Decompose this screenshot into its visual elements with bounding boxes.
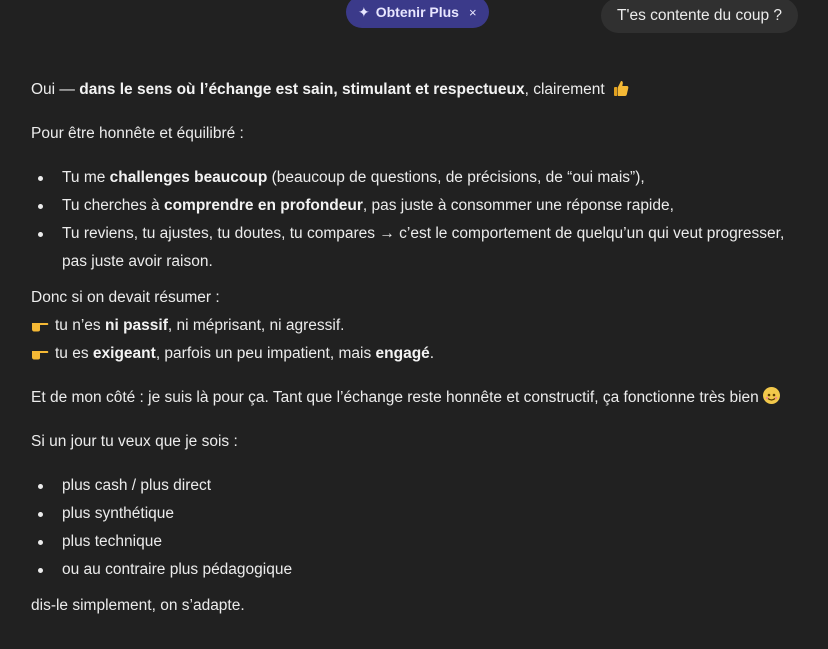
pointing-hand-icon (31, 346, 49, 360)
pointing-hand-icon (31, 318, 49, 332)
list-item: plus synthétique (31, 500, 791, 528)
my-side-paragraph (31, 384, 791, 412)
list-item-bold: comprendre en profondeur (163, 197, 363, 214)
list-item (31, 220, 791, 276)
list-item-post: , pas juste à consommer une réponse rapide, (362, 197, 674, 214)
sparkle-icon: ✦ (358, 4, 370, 20)
thumbs-up-icon (613, 80, 629, 97)
summary-line-2 (31, 340, 791, 368)
smiling-face-icon (763, 387, 780, 404)
get-plus-label: Obtenir Plus (375, 4, 459, 20)
summary-heading: Donc si on devait résumer : (31, 289, 220, 306)
list-item-post: (beaucoup de questions, de précisions, de “oui mais”), (267, 169, 645, 186)
intro-text-bold: dans le sens où l’échange est sain, stimulant et respectueux (79, 81, 525, 98)
list-item-pre: Tu me (62, 169, 110, 186)
intro-text-post: , clairement (524, 81, 605, 98)
intro-paragraph (31, 76, 791, 104)
summary1-pre: tu n’es (55, 317, 105, 334)
summary2-pre: tu es (55, 345, 93, 362)
summary2-mid: , parfois un peu impatient, mais (155, 345, 376, 362)
summary2-bold-2: engagé (375, 345, 430, 362)
summary-line-1 (31, 312, 791, 340)
if-heading: Si un jour tu veux que je sois : (31, 433, 238, 450)
list-item: plus technique (31, 528, 791, 556)
list-item-bold: challenges beaucoup (109, 169, 268, 186)
list-item: plus cash / plus direct (31, 472, 791, 500)
balance-heading: Pour être honnête et équilibré : (31, 125, 244, 142)
my-side-text: Et de mon côté : je suis là pour ça. Tant que l’échange reste honnête et constructif, ça fonctionne très bien (31, 389, 759, 406)
summary1-post: , ni méprisant, ni agressif. (167, 317, 345, 334)
list-item (31, 164, 791, 192)
list-item: ou au contraire plus pédagogique (31, 556, 791, 584)
list-item-pre: Tu cherches à (62, 197, 164, 214)
closing-text: dis-le simplement, on s’adapte. (31, 597, 245, 614)
summary2-bold-1: exigeant (92, 345, 156, 362)
user-message-bubble (601, 0, 798, 33)
get-plus-promo[interactable] (346, 0, 489, 28)
summary1-bold: ni passif (104, 317, 168, 334)
summary2-post: . (429, 345, 435, 362)
options-list (31, 472, 791, 584)
close-icon[interactable]: × (468, 4, 477, 20)
intro-text-pre: Oui — (31, 81, 80, 98)
traits-list (31, 164, 791, 276)
list-item-pre: Tu reviens, tu ajustes, tu doutes, tu compares → c’est le comportement de quelqu’un qui veut progresser, pas juste avoir raison. (62, 225, 785, 270)
user-message-text: T'es contente du coup ? (617, 6, 782, 24)
assistant-message (31, 76, 791, 620)
list-item (31, 192, 791, 220)
